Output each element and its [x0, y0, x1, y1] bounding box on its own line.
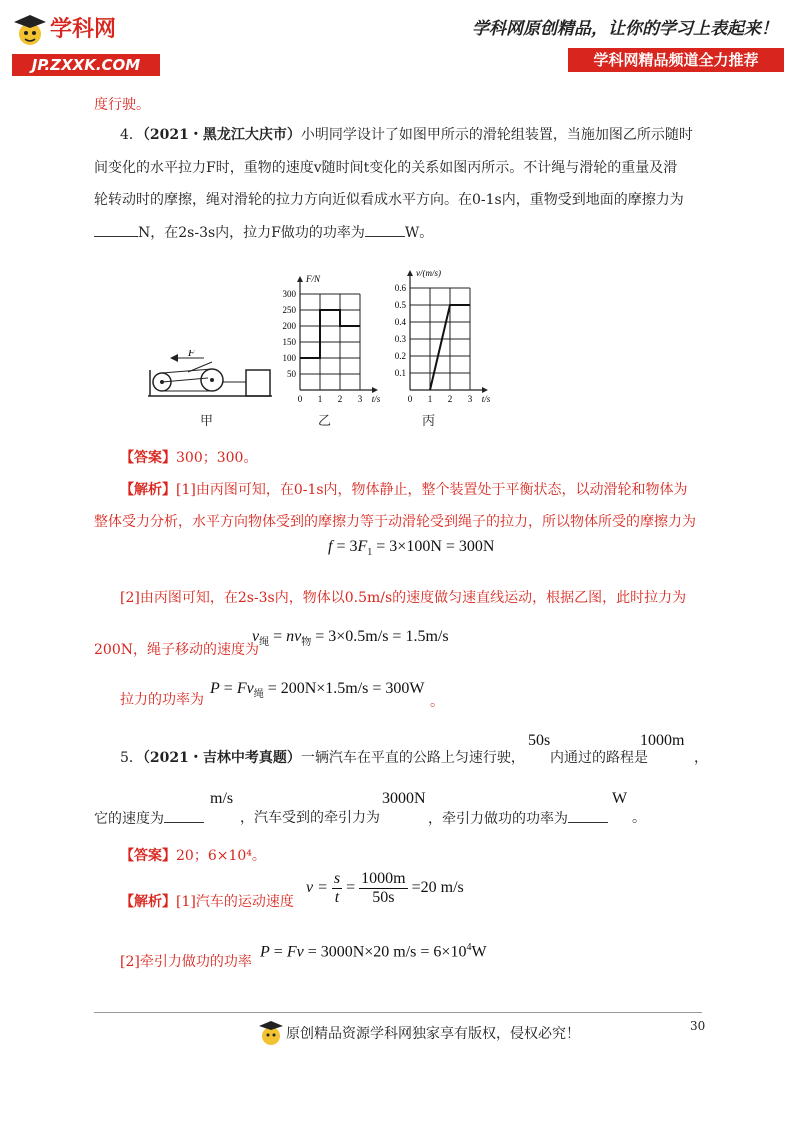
y-tick-label: 0.2: [394, 351, 406, 361]
y-tick-label: 50: [287, 369, 296, 379]
analysis-text: [1]由丙图可知，在0-1s内，物体静止，整个装置处于平衡状态，以动滑轮和物体为: [176, 482, 688, 498]
q5-number: 5．: [120, 750, 143, 766]
q4-line4: [94, 222, 433, 243]
figure-label-yi: 乙: [318, 414, 332, 429]
x-axis-label: t/s: [481, 394, 491, 404]
footer-text: 原创精品资源学科网独家享有版权，侵权必究！: [286, 1026, 580, 1042]
q4-equation-3: $P = Fv_绳 = 200N\times 1.5m/s = 300W$: [210, 680, 425, 701]
eq-den: 50s: [372, 889, 395, 906]
mascot-icon: [10, 10, 50, 50]
analysis-label: 【解析】: [120, 894, 176, 910]
eq-equals: =: [346, 879, 356, 897]
header-banner: 学科网精品频道全力推荐: [568, 48, 784, 72]
q4-analysis-4: 200N，绳子移动的速度为: [94, 642, 259, 658]
x-tick-label: 2: [447, 394, 453, 404]
q4-analysis-1: [120, 480, 688, 500]
mascot-icon: [258, 1018, 284, 1048]
x-tick-label: 1: [317, 394, 323, 404]
y-tick-label: 300: [282, 289, 296, 299]
q4-analysis-end: 。: [430, 694, 444, 710]
heavy-object: [246, 370, 270, 396]
answer-blank[interactable]: [568, 808, 608, 823]
answer-value: 300；300。: [176, 450, 258, 466]
velocity-time-chart: [380, 270, 496, 410]
footer-divider: [94, 1012, 702, 1013]
answer-value: 20；6×10⁴。: [176, 848, 266, 864]
x-tick-label: 1: [427, 394, 433, 404]
y-tick-label: 250: [282, 305, 296, 315]
q4-text4b: W。: [404, 225, 434, 241]
analysis-label: 【解析】: [120, 482, 176, 498]
y-axis-arrow: [407, 270, 413, 276]
y-tick-label: 0.6: [394, 283, 406, 293]
q4-answer: [120, 448, 257, 468]
figure-label-jia: 甲: [200, 414, 214, 429]
y-tick-label: 0.5: [394, 300, 406, 310]
q5-answer: [120, 846, 266, 866]
force-label: F: [188, 350, 195, 359]
q5-text1c: ，: [694, 750, 708, 766]
logo-url[interactable]: JP.ZXXK.COM: [12, 54, 160, 76]
answer-label: 【答案】: [120, 450, 176, 466]
q4-equation-2: $v_绳 = nv_物 = 3\times 0.5m/s = 1.5m/s$: [252, 628, 449, 649]
answer-blank[interactable]: [365, 222, 405, 237]
x-axis-arrow: [482, 387, 488, 393]
q5-time: 50s: [528, 732, 551, 749]
q4-equation-1: $f = 3F_1 = 3\times 100N = 300N$: [328, 538, 495, 559]
q4-line3: 轮转动时的摩擦，绳对滑轮的拉力方向近似看成水平方向。在0-1s内，重物受到地面的摩擦力为: [94, 192, 684, 208]
q5-unit-v: m/s: [210, 790, 234, 807]
q5-distance: 1000m: [640, 732, 685, 749]
y-axis-label: v/(m/s): [416, 270, 441, 278]
header-slogan: 学科网原创精品，让你的学习上表起来！: [472, 19, 778, 39]
force-time-chart: [270, 270, 380, 410]
eq-den: t: [334, 889, 340, 906]
q5-text2b: ，汽车受到的牵引力为: [240, 810, 380, 826]
logo-text: 学科网: [50, 17, 117, 42]
page-number: 30: [690, 1019, 706, 1033]
eq-rhs: =20 m/s: [411, 879, 464, 897]
figure-label-bing: 丙: [422, 414, 436, 429]
analysis-text: [1]汽车的运动速度: [176, 894, 294, 910]
q5-text2c-label: ，牵引力做功的功率为: [428, 811, 568, 827]
answer-label: 【答案】: [120, 848, 176, 864]
x-tick-label: 2: [337, 394, 343, 404]
y-tick-label: 0.4: [394, 317, 406, 327]
y-tick-label: 0.1: [394, 368, 406, 378]
eq-num: s: [333, 870, 341, 887]
q4-source: （2021・黑龙江大庆市）: [142, 127, 301, 143]
series-line: [300, 310, 360, 358]
q5-text2a: 它的速度为: [94, 811, 164, 827]
y-tick-label: 0.3: [394, 334, 406, 344]
q5-analysis-2: [2]牵引力做功的功率: [120, 954, 252, 970]
q5-source: （2021・吉林中考真题）: [142, 750, 301, 766]
intro-tail: 度行驶。: [94, 97, 150, 113]
x-tick-label: 3: [357, 394, 363, 404]
x-tick-label: 0: [297, 394, 303, 404]
q4-analysis-2: 整体受力分析，水平方向物体受到的摩擦力等于动滑轮受到绳子的拉力，所以物体所受的摩擦力为: [94, 514, 696, 530]
q5-text2c: [428, 808, 608, 829]
x-tick-label: 3: [467, 394, 473, 404]
q5-analysis-1: [120, 892, 294, 912]
q5-force: 3000N: [382, 790, 426, 807]
q5-text1b: 内通过的路程是: [550, 750, 648, 766]
q4-line1: [120, 125, 693, 145]
y-tick-label: 150: [282, 337, 296, 347]
eq-num: 1000m: [361, 870, 406, 887]
y-tick-label: 200: [282, 321, 296, 331]
q5-line2: [94, 808, 204, 829]
answer-blank[interactable]: [164, 808, 204, 823]
y-tick-label: 100: [282, 353, 296, 363]
q4-text1: 小明同学设计了如图甲所示的滑轮组装置，当施加图乙所示随时: [300, 127, 693, 143]
q4-number: 4．: [120, 127, 143, 143]
q4-text4a: N，在2s-3s内，拉力F做功的功率为: [138, 225, 365, 241]
q5-equation-1: [306, 870, 464, 907]
x-axis-label: t/s: [371, 394, 380, 404]
q4-analysis-3: [2]由丙图可知，在2s-3s内，物体以0.5m/s的速度做匀速直线运动，根据乙图，此时拉力为: [120, 590, 687, 606]
q5-unit-p: W: [612, 790, 628, 807]
q5-text1a: 一辆汽车在平直的公路上匀速行驶，: [300, 750, 525, 766]
y-axis-arrow: [297, 276, 303, 282]
q4-line2: 间变化的水平拉力F时，重物的速度v随时间t变化的关系如图丙所示。不计绳与滑轮的重量及滑: [94, 160, 678, 176]
q5-text2d: 。: [632, 810, 646, 826]
eq-lhs: v =: [306, 879, 328, 897]
q4-analysis-5: 拉力的功率为: [120, 692, 204, 708]
q5-line1: [120, 748, 525, 768]
x-tick-label: 0: [407, 394, 413, 404]
q5-equation-2: P = Fv = 3000N×20 $m/s = 6\times 10^4W$: [260, 942, 487, 961]
y-axis-label: F/N: [306, 274, 321, 284]
x-axis-arrow: [372, 387, 378, 393]
answer-blank[interactable]: [94, 222, 138, 237]
pulley-diagram: [148, 350, 278, 404]
